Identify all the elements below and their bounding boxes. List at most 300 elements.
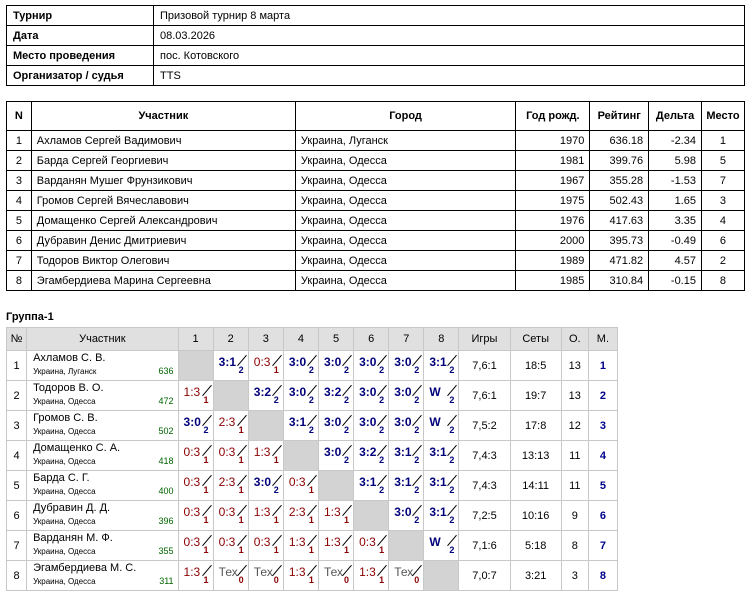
match-score: 3:1 [359, 475, 377, 489]
group-player-city: Украина, Одесса [33, 487, 96, 496]
group-games: 7,0:7 [459, 561, 510, 591]
match-points: 1 [203, 515, 209, 525]
group-player-cell [27, 561, 178, 591]
participant-number: 1 [7, 131, 32, 151]
match-score: 3:1 [429, 355, 447, 369]
match-points: 2 [379, 485, 385, 495]
group-row-number: 1 [7, 351, 27, 381]
match-points: 0 [414, 575, 420, 585]
col-participant: Участник [31, 102, 295, 131]
group-place: 2 [588, 381, 617, 411]
match-score: Тех [323, 565, 344, 579]
match-points: 0 [273, 575, 279, 585]
participant-row [7, 131, 745, 151]
match-score: 3:0 [359, 355, 377, 369]
group-player-name: Тодоров В. О. [33, 382, 104, 394]
info-label: Место проведения [7, 46, 154, 66]
match-score: Тех [394, 565, 414, 579]
match-score: 1:3 [183, 385, 201, 399]
match-score: Тех [253, 565, 273, 579]
group-player-city: Украина, Луганск [33, 367, 97, 376]
participant-delta: 3.35 [649, 211, 702, 231]
match-score: 3:0 [359, 385, 377, 399]
group-header-cell: О. [561, 328, 588, 351]
match-points: 1 [238, 515, 244, 525]
group-player-cell [27, 471, 178, 501]
col-city: Город [295, 102, 515, 131]
group-row-number: 8 [7, 561, 27, 591]
group-sets: 19:7 [510, 381, 561, 411]
participant-number: 6 [7, 231, 32, 251]
group-score-cell [389, 561, 424, 591]
group-sets: 14:11 [510, 471, 561, 501]
match-score: 3:0 [394, 355, 412, 369]
group-player-name: Домащенко С. А. [33, 442, 121, 454]
info-row [7, 66, 745, 86]
participant-name: Домащенко Сергей Александрович [31, 211, 295, 231]
group-score-cell [318, 561, 353, 591]
participant-city: Украина, Одесса [295, 251, 515, 271]
match-score: 2:3 [218, 475, 236, 489]
match-score: 2:3 [288, 505, 306, 519]
match-points: 2 [449, 425, 455, 435]
match-points: 2 [449, 485, 455, 495]
group-player-rating: 502 [158, 426, 174, 436]
match-points: 2 [203, 425, 209, 435]
match-score: 3:1 [394, 445, 412, 459]
participant-delta: 1.65 [649, 191, 702, 211]
group-sets: 5:18 [510, 531, 561, 561]
group-header-cell: 8 [424, 328, 459, 351]
match-score: 0:3 [253, 355, 271, 369]
group-score-cell [178, 531, 213, 561]
match-score: 3:0 [394, 505, 412, 519]
match-points: 1 [238, 485, 244, 495]
participant-number: 4 [7, 191, 32, 211]
match-score: 1:3 [288, 535, 306, 549]
group-score-cell [318, 501, 353, 531]
participant-birth-year: 2000 [516, 231, 590, 251]
info-value: Призовой турнир 8 марта [154, 6, 745, 26]
group-player-name: Варданян М. Ф. [33, 532, 113, 544]
group-header-cell: 6 [354, 328, 389, 351]
match-score: 0:3 [359, 535, 376, 549]
group-sets: 3:21 [510, 561, 561, 591]
group-sets: 13:13 [510, 441, 561, 471]
group-score-cell [178, 441, 213, 471]
match-points: 2 [308, 395, 314, 405]
group-score-cell [213, 471, 248, 501]
match-score: 0:3 [218, 505, 236, 519]
group-score-cell [354, 531, 389, 561]
group-player-city: Украина, Одесса [33, 577, 96, 586]
match-points: 2 [379, 455, 385, 465]
group-score-cell [178, 381, 213, 411]
match-points: 1 [203, 485, 209, 495]
participant-birth-year: 1967 [516, 171, 590, 191]
group-row-number: 4 [7, 441, 27, 471]
group-points: 8 [561, 531, 588, 561]
match-score: Тех [218, 565, 238, 579]
participant-delta: -2.34 [649, 131, 702, 151]
group-points: 13 [561, 351, 588, 381]
group-score-cell [318, 381, 353, 411]
group-games: 7,4:3 [459, 441, 510, 471]
col-place: Место [701, 102, 744, 131]
group-points: 11 [561, 471, 588, 501]
participant-delta: 4.57 [649, 251, 702, 271]
group-score-cell [248, 441, 283, 471]
match-score: 0:3 [183, 535, 201, 549]
group-score-cell [178, 471, 213, 501]
group-player-rating: 311 [159, 576, 174, 586]
match-score: 3:0 [253, 475, 272, 489]
group-row-number: 7 [7, 531, 27, 561]
match-score: 1:3 [359, 565, 376, 579]
group-points: 3 [561, 561, 588, 591]
participant-city: Украина, Луганск [295, 131, 515, 151]
group-player-cell [27, 381, 178, 411]
match-points: 2 [414, 425, 420, 435]
group-player-name: Громов С. В. [33, 412, 98, 424]
group-score-cell [354, 471, 389, 501]
group-row [7, 411, 618, 441]
participant-place: 4 [701, 211, 744, 231]
match-score: 1:3 [323, 505, 341, 519]
group-player-rating: 636 [158, 366, 174, 376]
group-score-cell [424, 471, 459, 501]
group-row-number: 6 [7, 501, 27, 531]
group-score-cell [389, 381, 424, 411]
group-score-cell [424, 531, 459, 561]
match-score: 3:0 [394, 415, 412, 429]
group-header-cell: 1 [178, 328, 213, 351]
group-player-name: Ахламов С. В. [33, 352, 106, 364]
participant-place: 1 [701, 131, 744, 151]
group-row-number: 2 [7, 381, 27, 411]
participant-row [7, 211, 745, 231]
group-score-cell [178, 501, 213, 531]
match-points: 2 [414, 395, 420, 405]
participant-number: 3 [7, 171, 32, 191]
match-score: 3:0 [183, 415, 201, 429]
participant-delta: -0.15 [649, 271, 702, 291]
group-diagonal-cell [283, 441, 318, 471]
group-player-name: Эгамбердиева М. С. [33, 562, 137, 574]
match-points: 2 [414, 515, 420, 525]
match-score: W [429, 415, 441, 429]
group-games: 7,5:2 [459, 411, 510, 441]
participant-number: 5 [7, 211, 32, 231]
match-score: 1:3 [253, 505, 271, 519]
match-points: 2 [273, 485, 279, 495]
match-score: 3:2 [253, 385, 272, 399]
participant-name: Тодоров Виктор Олегович [31, 251, 295, 271]
participant-birth-year: 1989 [516, 251, 590, 271]
group-header-cell: М. [588, 328, 617, 351]
participant-row [7, 191, 745, 211]
match-score: 3:1 [429, 445, 447, 459]
participant-row [7, 151, 745, 171]
participant-number: 8 [7, 271, 32, 291]
col-birth-year: Год рожд. [516, 102, 590, 131]
match-score: 3:2 [323, 385, 342, 399]
match-score: 1:3 [323, 535, 341, 549]
group-score-cell [424, 501, 459, 531]
group-header-cell: Сеты [510, 328, 561, 351]
group-header-cell: 7 [389, 328, 424, 351]
match-score: 1:3 [288, 565, 306, 579]
match-score: 3:0 [359, 415, 377, 429]
group-player-city: Украина, Одесса [33, 517, 96, 526]
group-score-cell [178, 411, 213, 441]
group-header-cell: Игры [459, 328, 510, 351]
match-points: 1 [343, 545, 349, 555]
group-sets: 17:8 [510, 411, 561, 441]
group-games: 7,4:3 [459, 471, 510, 501]
group-header-row [7, 328, 618, 351]
group-score-cell [213, 441, 248, 471]
info-label: Организатор / судья [7, 66, 154, 86]
match-score: 3:1 [288, 415, 307, 429]
info-row [7, 46, 745, 66]
participant-name: Громов Сергей Вячеславович [31, 191, 295, 211]
match-points: 1 [379, 545, 385, 555]
group-header-cell: 4 [283, 328, 318, 351]
group-row [7, 561, 618, 591]
participant-rating: 417.63 [590, 211, 649, 231]
participant-city: Украина, Одесса [295, 191, 515, 211]
group-score-cell [248, 351, 283, 381]
participant-row [7, 251, 745, 271]
group-header-cell: 5 [318, 328, 353, 351]
match-score: 3:0 [288, 385, 307, 399]
participant-delta: 5.98 [649, 151, 702, 171]
group-header-cell: № [7, 328, 27, 351]
match-points: 1 [273, 365, 279, 375]
match-points: 1 [238, 545, 244, 555]
group-score-cell [424, 411, 459, 441]
group-player-cell [27, 411, 178, 441]
match-points: 1 [273, 455, 279, 465]
group-sets: 10:16 [510, 501, 561, 531]
match-points: 2 [343, 455, 349, 465]
match-points: 2 [449, 395, 455, 405]
match-score: 3:2 [359, 445, 377, 459]
tournament-info-table [6, 5, 745, 86]
participant-name: Барда Сергей Георгиевич [31, 151, 295, 171]
group-player-cell [27, 501, 178, 531]
match-score: 3:0 [394, 385, 412, 399]
group-header-cell: Участник [27, 328, 178, 351]
participant-place: 8 [701, 271, 744, 291]
group-score-cell [389, 441, 424, 471]
group-score-cell [283, 501, 318, 531]
match-score: 0:3 [253, 535, 271, 549]
match-score: 3:0 [323, 355, 342, 369]
match-points: 2 [273, 395, 279, 405]
group-score-cell [248, 381, 283, 411]
match-score: 1:3 [183, 565, 201, 579]
group-score-cell [354, 441, 389, 471]
match-score: W [429, 385, 441, 399]
group-row-number: 3 [7, 411, 27, 441]
match-score: 0:3 [183, 505, 201, 519]
match-score: 1:3 [253, 445, 271, 459]
group-title: Группа-1 [6, 311, 54, 323]
match-points: 2 [343, 425, 349, 435]
participant-name: Дубравин Денис Дмитриевич [31, 231, 295, 251]
match-points: 1 [379, 575, 385, 585]
match-points: 2 [379, 425, 385, 435]
info-value: TTS [154, 66, 745, 86]
info-row [7, 26, 745, 46]
group-score-cell [283, 561, 318, 591]
group-player-rating: 396 [158, 516, 174, 526]
group-player-rating: 472 [158, 396, 174, 406]
match-points: 2 [308, 425, 314, 435]
group-place: 4 [588, 441, 617, 471]
group-score-cell [213, 501, 248, 531]
group-games: 7,6:1 [459, 351, 510, 381]
participant-name: Эгамбердиева Марина Сергеевна [31, 271, 295, 291]
group-games: 7,2:5 [459, 501, 510, 531]
info-value: 08.03.2026 [154, 26, 745, 46]
group-score-cell [318, 441, 353, 471]
group-score-cell [318, 411, 353, 441]
participant-birth-year: 1976 [516, 211, 590, 231]
group-games: 7,1:6 [459, 531, 510, 561]
participant-place: 7 [701, 171, 744, 191]
participant-birth-year: 1975 [516, 191, 590, 211]
participant-rating: 471.82 [590, 251, 649, 271]
match-points: 1 [238, 455, 244, 465]
group-games: 7,6:1 [459, 381, 510, 411]
participant-city: Украина, Одесса [295, 151, 515, 171]
match-points: 1 [308, 485, 314, 495]
group-player-name: Дубравин Д. Д. [33, 502, 111, 514]
match-points: 2 [449, 455, 455, 465]
info-label: Турнир [7, 6, 154, 26]
group-row [7, 381, 618, 411]
match-score: 0:3 [218, 535, 236, 549]
group-player-city: Украина, Одесса [33, 547, 96, 556]
group-score-cell [318, 351, 353, 381]
match-points: 1 [203, 455, 209, 465]
match-score: 0:3 [218, 445, 236, 459]
group-points: 9 [561, 501, 588, 531]
group-player-rating: 400 [158, 486, 174, 496]
group-place: 6 [588, 501, 617, 531]
group-points: 12 [561, 411, 588, 441]
participant-place: 3 [701, 191, 744, 211]
participant-birth-year: 1970 [516, 131, 590, 151]
participant-delta: -0.49 [649, 231, 702, 251]
group-score-cell [283, 471, 318, 501]
match-points: 2 [308, 365, 314, 375]
participant-delta: -1.53 [649, 171, 702, 191]
participant-city: Украина, Одесса [295, 211, 515, 231]
match-points: 2 [414, 365, 420, 375]
match-score: 3:1 [429, 475, 447, 489]
group-player-cell [27, 441, 178, 471]
participant-place: 6 [701, 231, 744, 251]
participant-number: 7 [7, 251, 32, 271]
group-player-rating: 418 [158, 456, 174, 466]
participant-birth-year: 1981 [516, 151, 590, 171]
participant-name: Ахламов Сергей Вадимович [31, 131, 295, 151]
match-points: 1 [308, 545, 314, 555]
participants-header-row [7, 102, 745, 131]
group-diagonal-cell [318, 471, 353, 501]
group-diagonal-cell [424, 561, 459, 591]
group-place: 3 [588, 411, 617, 441]
group-score-cell [248, 501, 283, 531]
match-points: 2 [449, 515, 455, 525]
match-points: 1 [343, 515, 349, 525]
group-score-cell [213, 531, 248, 561]
participant-city: Украина, Одесса [295, 231, 515, 251]
group-score-cell [424, 381, 459, 411]
group-score-cell [213, 351, 248, 381]
match-score: W [429, 535, 441, 549]
group-diagonal-cell [248, 411, 283, 441]
group-place: 5 [588, 471, 617, 501]
group-points: 13 [561, 381, 588, 411]
match-points: 2 [414, 485, 420, 495]
match-points: 2 [449, 545, 455, 555]
match-points: 1 [203, 545, 209, 555]
group-score-cell [248, 531, 283, 561]
group-score-cell [389, 471, 424, 501]
match-points: 1 [203, 575, 209, 585]
match-score: 3:1 [218, 355, 236, 369]
match-score: 3:1 [429, 505, 447, 519]
match-score: 3:0 [323, 445, 342, 459]
participant-row [7, 231, 745, 251]
participant-name: Варданян Мушег Фрунзикович [31, 171, 295, 191]
group-score-cell [248, 561, 283, 591]
participant-rating: 399.76 [590, 151, 649, 171]
group-score-cell [354, 411, 389, 441]
participant-number: 2 [7, 151, 32, 171]
group-row [7, 501, 618, 531]
info-value: пос. Котовского [154, 46, 745, 66]
group-score-cell [354, 351, 389, 381]
col-n: N [7, 102, 32, 131]
info-label: Дата [7, 26, 154, 46]
group-player-city: Украина, Одесса [33, 397, 96, 406]
group-row [7, 531, 618, 561]
group-score-cell [178, 561, 213, 591]
col-rating: Рейтинг [590, 102, 649, 131]
group-score-cell [248, 471, 283, 501]
match-score: 2:3 [218, 415, 236, 429]
group-points: 11 [561, 441, 588, 471]
group-diagonal-cell [178, 351, 213, 381]
match-score: 0:3 [183, 475, 201, 489]
match-points: 1 [273, 515, 279, 525]
group-score-cell [389, 351, 424, 381]
match-points: 2 [379, 365, 385, 375]
participant-row [7, 271, 745, 291]
participant-birth-year: 1985 [516, 271, 590, 291]
group-place: 1 [588, 351, 617, 381]
participant-city: Украина, Одесса [295, 171, 515, 191]
match-score: 3:0 [288, 355, 307, 369]
match-points: 0 [343, 575, 349, 585]
match-points: 2 [449, 365, 455, 375]
